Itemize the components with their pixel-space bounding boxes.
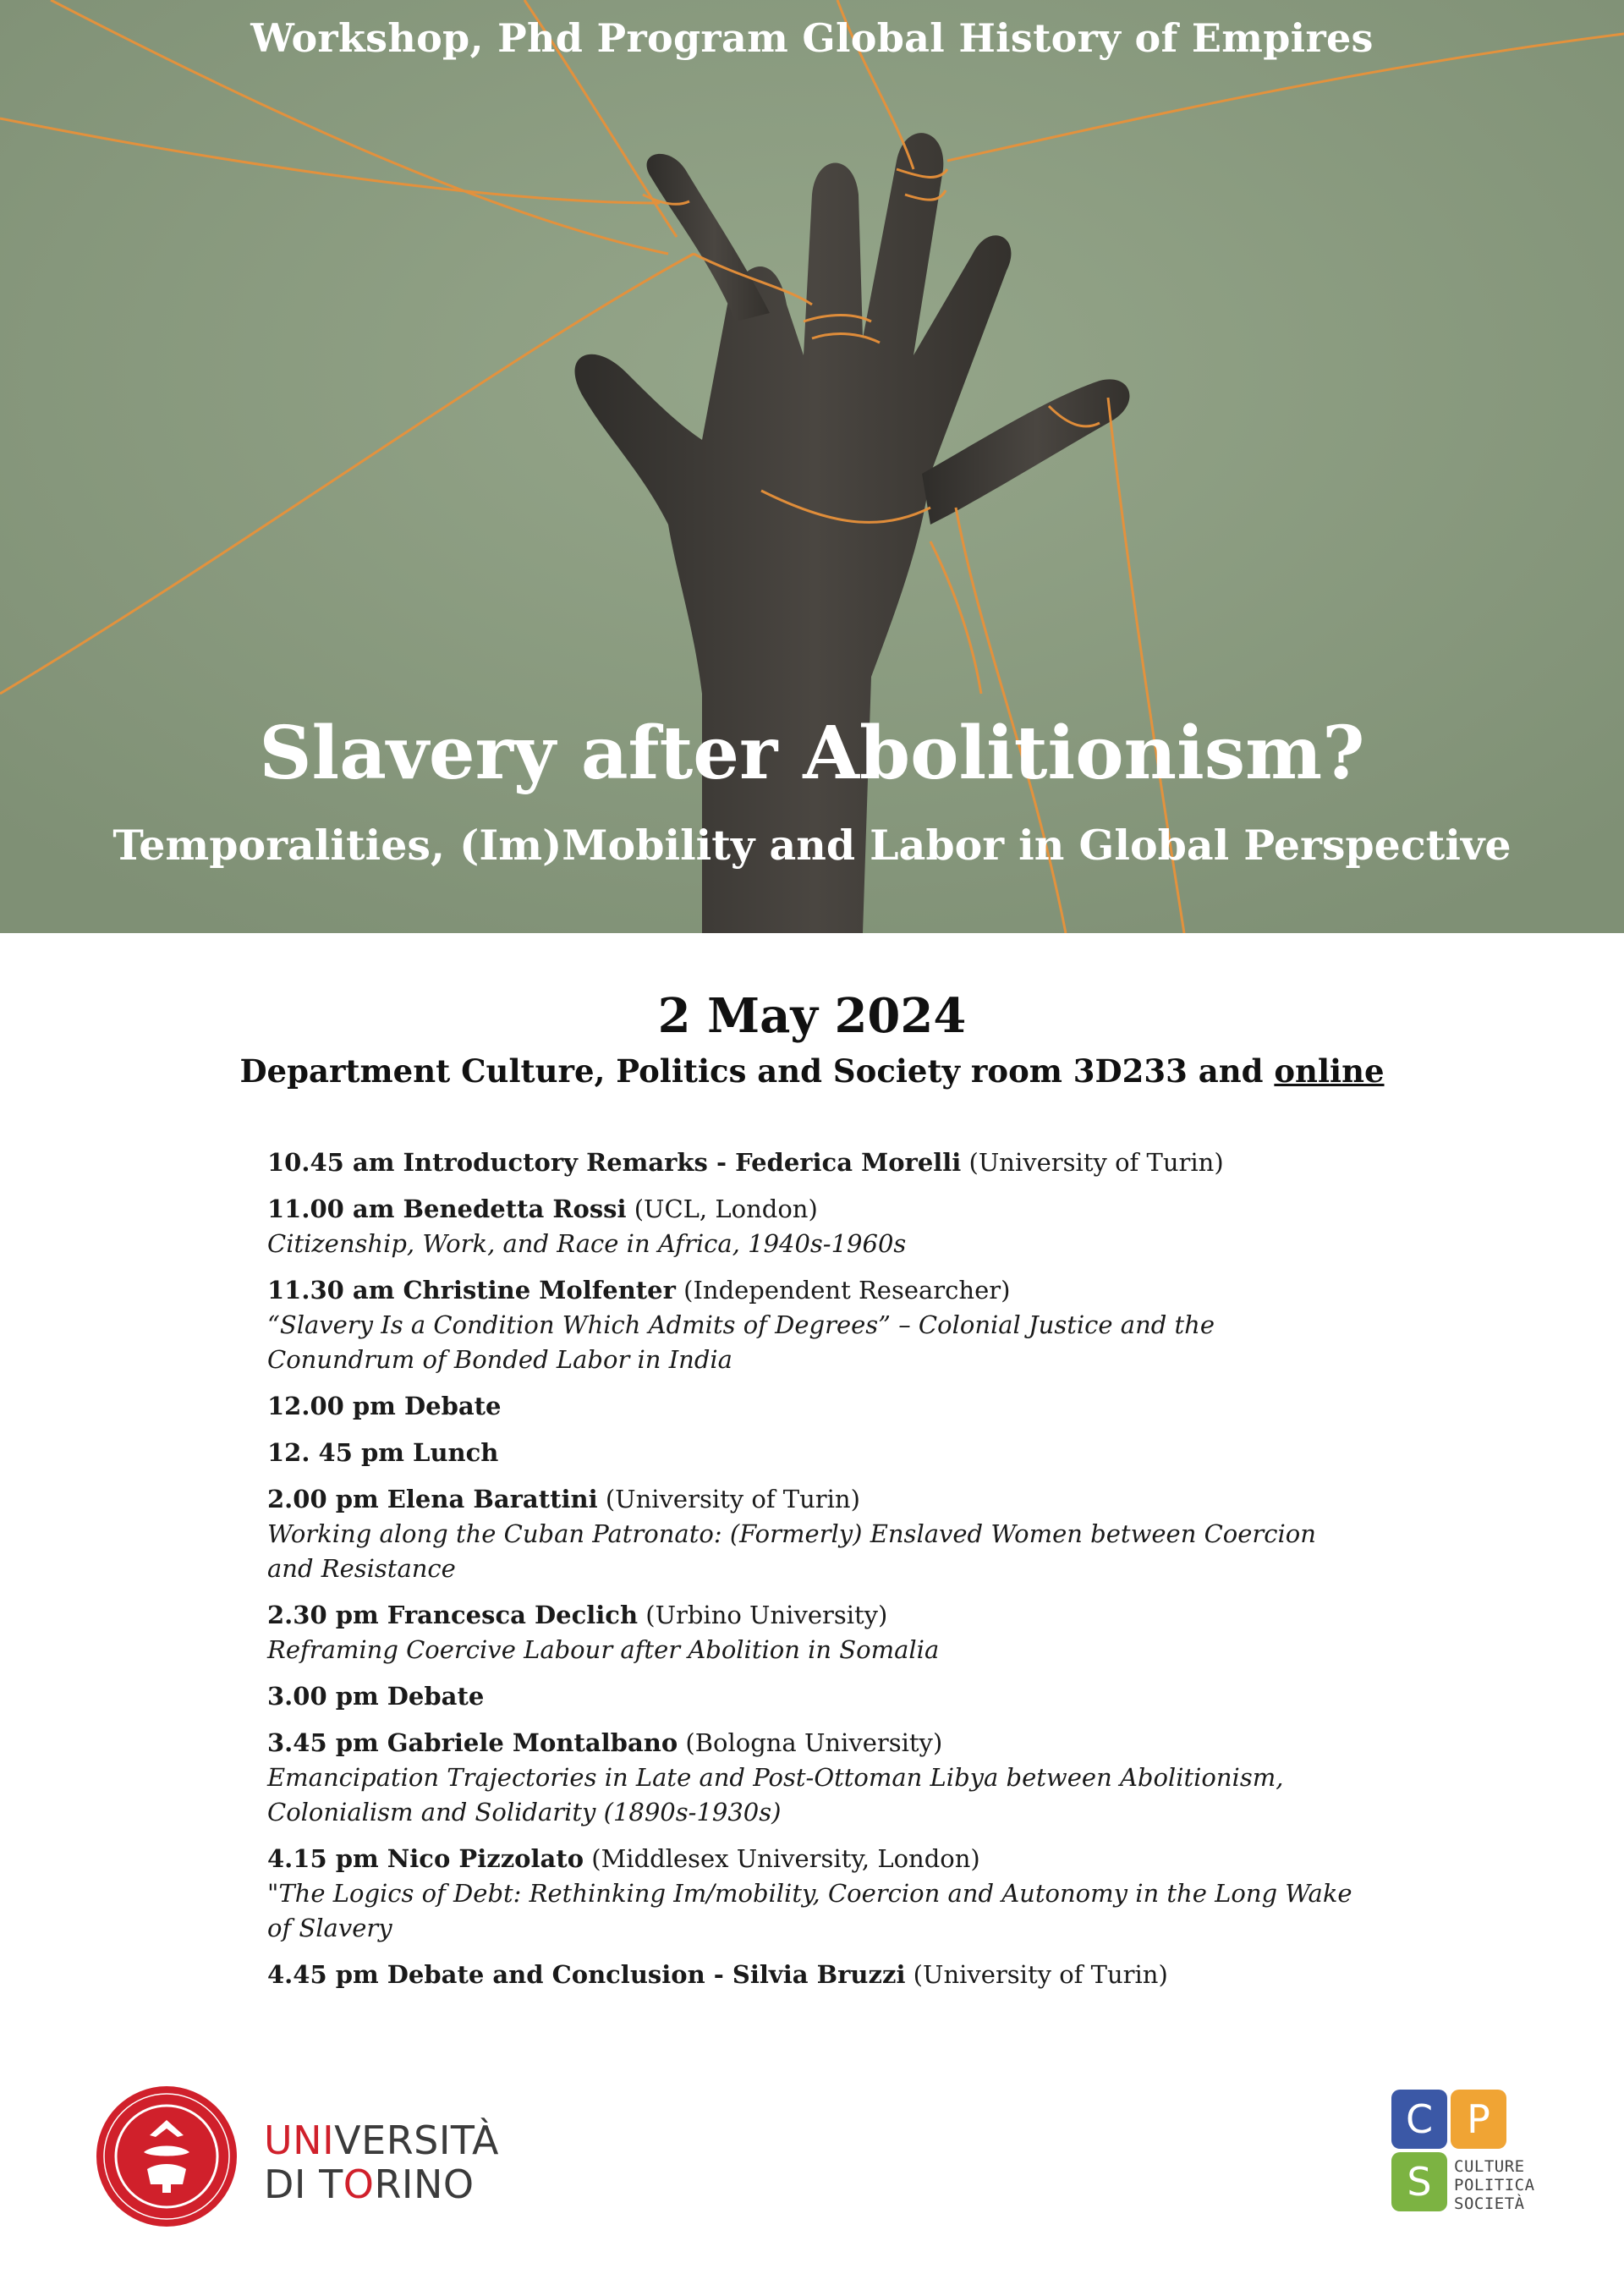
program-item-affiliation: (University of Turin)	[961, 1148, 1224, 1177]
program-item-affiliation: (Independent Researcher)	[675, 1276, 1011, 1305]
venue-text: Department Culture, Politics and Society room 3D233 and	[239, 1052, 1275, 1090]
program-item-head: 11.30 am Christine Molfenter	[267, 1276, 676, 1305]
program-item	[267, 1145, 1367, 1180]
program-item-talk: "The Logics of Debt: Rethinking Im/mobility, Coercion and Autonomy in the Long Wake of Slavery	[267, 1879, 1352, 1942]
program-item-head: 4.15 pm Nico Pizzolato	[267, 1844, 584, 1873]
wordmark-o: O	[343, 2161, 375, 2207]
program-item-head: 4.45 pm Debate and Conclusion - Silvia Bruzzi	[267, 1960, 906, 1989]
cps-words	[1454, 2157, 1535, 2213]
program-item-head: 12.00 pm Debate	[267, 1392, 502, 1420]
program-item	[267, 1436, 1367, 1470]
program-list	[267, 1145, 1367, 2004]
program-item-affiliation: (Bologna University)	[678, 1728, 943, 1757]
workshop-kicker: Workshop, Phd Program Global History of Empires	[250, 15, 1374, 61]
university-wordmark	[264, 2118, 499, 2206]
cps-s-tile: S	[1391, 2152, 1447, 2211]
program-item	[267, 1726, 1367, 1830]
event-date: 2 May 2024	[657, 988, 967, 1044]
program-item-talk: “Slavery Is a Condition Which Admits of Degrees” – Colonial Justice and the Conundrum of Bonded Labor in India	[267, 1310, 1215, 1374]
program-item	[267, 1389, 1367, 1424]
program-item-head: 2.00 pm Elena Barattini	[267, 1485, 598, 1513]
program-item	[267, 1679, 1367, 1714]
wordmark-uni: UNI	[264, 2117, 335, 2163]
university-seal-icon	[95, 2084, 239, 2228]
wordmark-rino: RINO	[374, 2161, 475, 2207]
cps-word-societa: SOCIETÀ	[1454, 2194, 1525, 2213]
cps-c-tile: C	[1391, 2090, 1447, 2149]
program-item-affiliation: (University of Turin)	[597, 1485, 860, 1513]
program-item-affiliation: (UCL, London)	[626, 1195, 818, 1223]
cps-p-tile: P	[1451, 2090, 1506, 2149]
program-item-talk: Emancipation Trajectories in Late and Post-Ottoman Libya between Abolitionism, Colonialism and Solidarity (1890s-1930s)	[267, 1763, 1284, 1826]
program-item	[267, 1958, 1367, 1992]
page-subtitle: Temporalities, (Im)Mobility and Labor in Global Perspective	[112, 821, 1512, 870]
program-item-talk: Working along the Cuban Patronato: (Formerly) Enslaved Women between Coercion and Resistance	[267, 1519, 1316, 1583]
program-item-talk: Reframing Coercive Labour after Abolition in Somalia	[267, 1635, 940, 1664]
hero-banner	[0, 0, 1624, 933]
event-venue	[0, 1052, 1624, 1090]
program-item-head: 12. 45 pm Lunch	[267, 1438, 499, 1467]
program-item-affiliation: (Urbino University)	[638, 1601, 888, 1629]
cps-word-culture: CULTURE	[1454, 2157, 1525, 2176]
program-item-head: 10.45 am Introductory Remarks - Federica Morelli	[267, 1148, 962, 1177]
program-item-head: 2.30 pm Francesca Declich	[267, 1601, 639, 1629]
program-item-affiliation: (University of Turin)	[905, 1960, 1168, 1989]
program-item	[267, 1842, 1367, 1946]
online-link[interactable]: online	[1274, 1052, 1385, 1090]
program-item-affiliation: (Middlesex University, London)	[584, 1844, 980, 1873]
cps-department-logo	[1391, 2090, 1561, 2233]
program-item-head: 3.00 pm Debate	[267, 1682, 485, 1711]
program-item-talk: Citizenship, Work, and Race in Africa, 1940s-1960s	[267, 1229, 907, 1258]
wordmark-versita: VERSITÀ	[334, 2117, 499, 2163]
program-item	[267, 1192, 1367, 1261]
program-item-head: 11.00 am Benedetta Rossi	[267, 1195, 627, 1223]
program-item	[267, 1598, 1367, 1667]
university-of-turin-logo	[95, 2084, 518, 2228]
program-item	[267, 1482, 1367, 1586]
program-item-head: 3.45 pm Gabriele Montalbano	[267, 1728, 678, 1757]
page-title: Slavery after Abolitionism?	[259, 711, 1365, 796]
program-item	[267, 1273, 1367, 1377]
wordmark-di-t: DI T	[264, 2161, 343, 2207]
cps-word-politica: POLITICA	[1454, 2176, 1535, 2194]
